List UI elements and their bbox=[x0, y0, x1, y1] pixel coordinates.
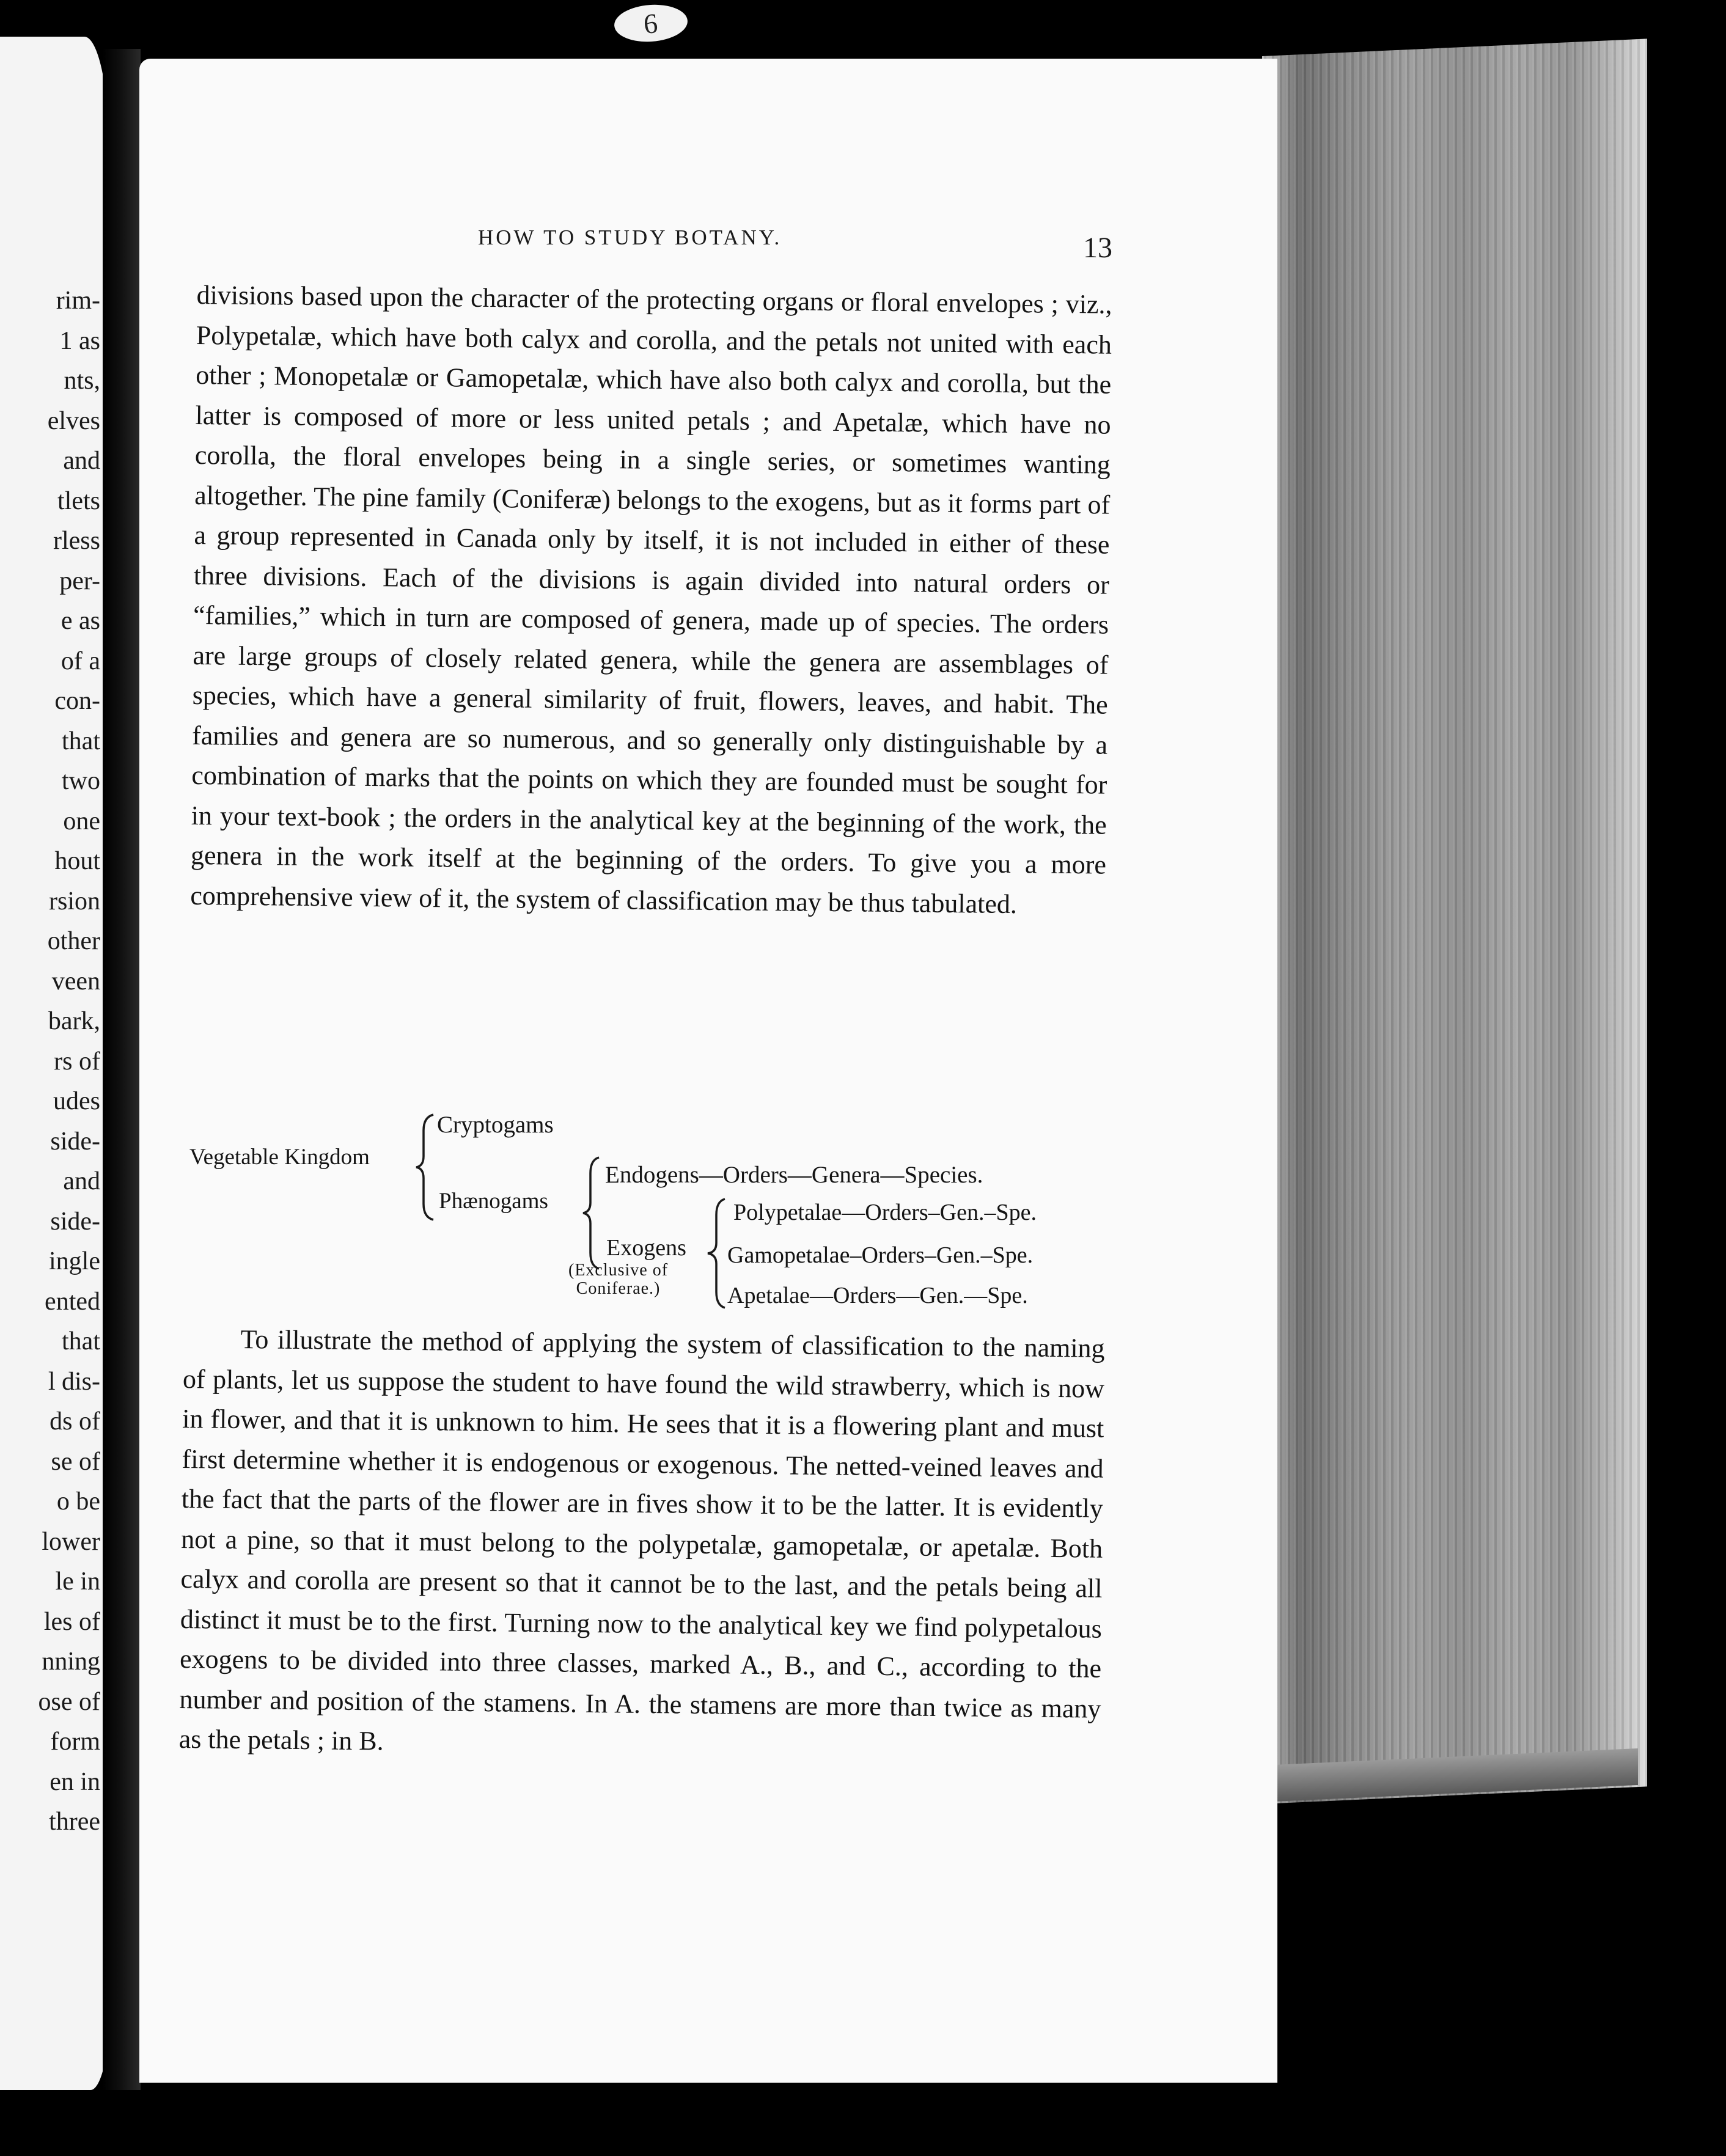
previous-page-line-fragment: bark, bbox=[48, 1007, 100, 1035]
previous-page-line-fragment: two bbox=[62, 767, 100, 795]
paragraph-text: divisions based upon the character of the protecting organs or floral envelopes ; viz., Polypetalæ, which have both calyx and corolla, and the petals not united with each other ; Monopetalæ or Gamopetalæ, which have also both calyx and corolla, but the latter is composed of more or less united petals ; and Apetalæ, which have no corolla, the floral envelopes being in a single series, or sometimes wanting altogether. The pine family (Coniferæ) belongs to the exogens, but as it forms part of a group represented in Canada only by itself, it is not included in either of these three divisions. Each of the divisions is again divided into natural orders or “families,” which in turn are composed of genera, made up of species. The orders are large groups of closely related genera, while the genera are assemblages of species, which have a general similarity of fruit, flowers, leaves, and habit. The families and genera are so numerous, and so generally only distinguishable by a combination of marks that the points on which they are founded must be sought for in your text-book ; the orders in the analytical key at the beginning of the work, the genera in the work itself at the beginning of the orders. To give you a more comprehensive view of it, the system of classification may be thus tabulated. bbox=[190, 279, 1112, 919]
previous-page-line-fragment: le in bbox=[55, 1568, 100, 1596]
previous-page-line-fragment: three bbox=[49, 1808, 100, 1836]
previous-page-line-fragment: ingle bbox=[49, 1247, 100, 1275]
table-phaenogams: Phænogams bbox=[439, 1189, 548, 1214]
book-gutter bbox=[103, 49, 141, 2090]
table-gamopetalae: Gamopetalae–Orders–Gen.–Spe. bbox=[727, 1242, 1034, 1268]
previous-page-line-fragment: form bbox=[50, 1728, 100, 1756]
previous-page-line-fragment: rim- bbox=[56, 287, 100, 315]
running-header-title: HOW TO STUDY BOTANY. bbox=[478, 226, 782, 249]
brace-phaenogams bbox=[578, 1155, 603, 1271]
previous-page-line-fragment: one bbox=[63, 807, 100, 835]
brace-kingdom bbox=[413, 1112, 437, 1222]
table-root-vegetable-kingdom: Vegetable Kingdom bbox=[189, 1145, 370, 1170]
table-exogens: Exogens bbox=[606, 1235, 686, 1261]
previous-page-line-fragment: con- bbox=[54, 687, 100, 715]
previous-page-line-fragment: side- bbox=[50, 1127, 100, 1156]
page-number: 13 bbox=[1083, 232, 1112, 264]
previous-page-line-fragment: elves bbox=[47, 406, 100, 435]
previous-page-line-fragment: that bbox=[62, 727, 100, 755]
exogens-note-line-2: Coniferae.) bbox=[576, 1279, 661, 1298]
previous-page-line-fragment: rsion bbox=[49, 887, 100, 915]
body-paragraph-1 bbox=[190, 275, 1112, 925]
previous-page-line-fragment: rs of bbox=[54, 1047, 100, 1076]
table-endogens: Endogens—Orders—Genera—Species. bbox=[605, 1162, 983, 1188]
table-cryptogams: Cryptogams bbox=[437, 1112, 554, 1138]
brace-exogens bbox=[704, 1197, 729, 1310]
table-exogens-note bbox=[568, 1261, 668, 1298]
exogens-note-line-1: (Exclusive of bbox=[568, 1261, 669, 1280]
previous-page-line-fragment: o be bbox=[56, 1487, 100, 1516]
table-polypetalae: Polypetalae—Orders–Gen.–Spe. bbox=[733, 1200, 1037, 1225]
previous-page-line-fragment: lower bbox=[42, 1527, 100, 1556]
previous-page-line-fragment: nning bbox=[42, 1648, 100, 1676]
previous-page-line-fragment: 1 as bbox=[59, 326, 100, 355]
previous-page-line-fragment: side- bbox=[50, 1207, 100, 1236]
previous-page-line-fragment: les of bbox=[43, 1607, 100, 1636]
previous-page-line-fragment: and bbox=[63, 447, 100, 475]
previous-page-line-fragment: tlets bbox=[57, 486, 100, 515]
previous-page-line-fragment: of a bbox=[61, 647, 100, 675]
previous-page-line-fragment: nts, bbox=[64, 367, 100, 395]
book-fore-edge bbox=[1262, 38, 1647, 1804]
previous-page-line-fragment: e as bbox=[61, 607, 100, 635]
previous-page-line-fragment: other bbox=[47, 927, 100, 955]
paragraph-text: To illustrate the method of applying the system of classification to the naming of plants, let us suppose the student to have found the wild strawberry, which is now in flower, and that it is unknown to him. He sees that it is a flowering plant and must first determine whether it is endogenous or exogenous. The netted-veined leaves and the fact that the parts of the flower are in fives show it to be the latter. It is evidently not a pine, so that it must belong to the polypetalæ, gamopetalæ, or apetalæ. Both calyx and corolla are present so that it cannot be to the last, and the petals being all distinct it must be to the first. Turning now to the analytical key we find polypetalous exogens to be divided into three classes, marked A., B., and C., according to the number and position of the stamens. In A. the stamens are more than twice as many as the petals ; in B. bbox=[178, 1324, 1105, 1756]
previous-page-line-fragment: ented bbox=[45, 1287, 100, 1316]
body-paragraph-2 bbox=[178, 1319, 1104, 1769]
previous-page-line-fragment: and bbox=[63, 1167, 100, 1195]
previous-page-line-fragment: en in bbox=[50, 1767, 100, 1796]
previous-page-edge bbox=[0, 37, 109, 2090]
previous-page-line-fragment: ose of bbox=[38, 1687, 100, 1716]
previous-page-text-fragments bbox=[39, 281, 100, 1843]
previous-page-line-fragment: rless bbox=[53, 527, 100, 555]
previous-page-line-fragment: veen bbox=[51, 967, 100, 996]
previous-page-line-fragment: udes bbox=[53, 1087, 100, 1115]
previous-page-line-fragment: l dis- bbox=[48, 1367, 100, 1396]
previous-page-line-fragment: ds of bbox=[50, 1407, 100, 1436]
previous-page-line-fragment: per- bbox=[59, 566, 100, 595]
table-apetalae: Apetalae—Orders—Gen.—Spe. bbox=[727, 1283, 1028, 1308]
page-tab-label: 6 bbox=[642, 7, 659, 40]
previous-page-line-fragment: se of bbox=[51, 1447, 100, 1476]
previous-page-line-fragment: hout bbox=[54, 847, 100, 875]
previous-page-line-fragment: that bbox=[62, 1327, 100, 1355]
page-tab-tag bbox=[613, 2, 689, 44]
